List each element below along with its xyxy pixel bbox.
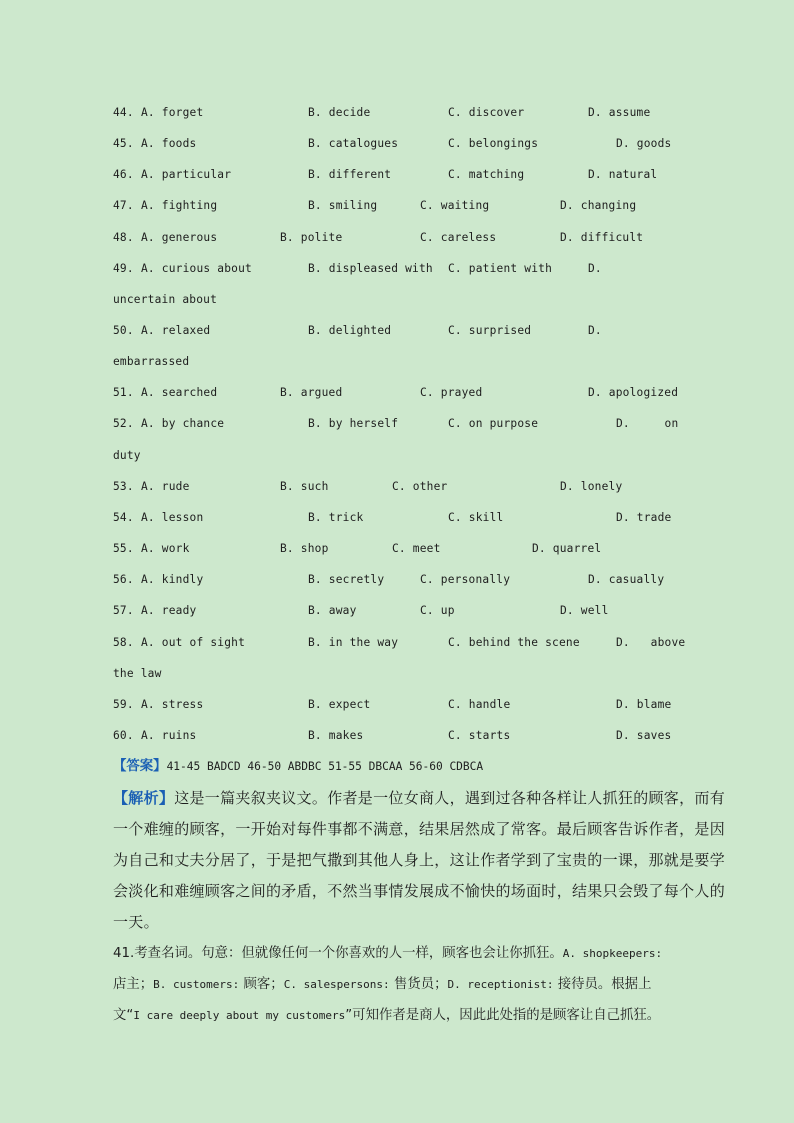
- option-a: A. forget: [141, 106, 204, 119]
- option-c: C. behind the scene: [448, 636, 580, 649]
- question-number: 58.: [113, 636, 134, 649]
- question-row: [113, 196, 683, 216]
- option-c: C. careless: [420, 231, 497, 244]
- option-b: B. shop: [280, 542, 329, 555]
- question-number: 60.: [113, 729, 134, 742]
- option-b: B. different: [308, 168, 392, 181]
- option-c: C. up: [420, 604, 455, 617]
- question-row: [113, 726, 683, 746]
- answer-tag: 【答案】: [113, 759, 167, 774]
- option-b: B. argued: [280, 386, 343, 399]
- note41-gloss: 店主；: [113, 977, 154, 992]
- question-row: [113, 134, 683, 154]
- option-d: D. quarrel: [532, 542, 602, 555]
- note41-line-3: [113, 1006, 660, 1026]
- question-continuation: uncertain about: [113, 293, 218, 306]
- option-d: D. apologized: [588, 386, 679, 399]
- answer-line: [113, 757, 483, 777]
- option-b: B. in the way: [308, 636, 399, 649]
- note41-quote: I care deeply about my customers: [133, 1009, 346, 1022]
- question-row: [113, 570, 683, 590]
- option-b: B. catalogues: [308, 137, 399, 150]
- option-c: C. personally: [420, 573, 511, 586]
- note41-option: B. customers:: [153, 978, 240, 991]
- analysis-line-1: [113, 788, 725, 808]
- question-number: 46.: [113, 168, 134, 181]
- option-a: A. by chance: [141, 417, 225, 430]
- option-a: A. stress: [141, 698, 204, 711]
- option-b: B. smiling: [308, 199, 378, 212]
- question-number: 57.: [113, 604, 134, 617]
- option-c: C. belongings: [448, 137, 539, 150]
- question-number: 45.: [113, 137, 134, 150]
- analysis-line-3: 为自己和丈夫分居了，于是把气撒到其他人身上，这让作者学到了宝贵的一课，那就是要学: [113, 851, 726, 869]
- question-row: [113, 477, 683, 497]
- option-a: A. lesson: [141, 511, 204, 524]
- option-c: C. matching: [448, 168, 525, 181]
- option-b: B. makes: [308, 729, 364, 742]
- option-b: B. secretly: [308, 573, 385, 586]
- option-b: B. polite: [280, 231, 343, 244]
- note41-option: C. salespersons:: [283, 978, 390, 991]
- question-row: [113, 259, 683, 279]
- option-a: A. work: [141, 542, 190, 555]
- note41-gloss: 售货员；: [389, 977, 448, 992]
- option-a: A. ready: [141, 604, 197, 617]
- question-number: 52.: [113, 417, 134, 430]
- note41-line-1: [113, 944, 662, 964]
- option-d: D. blame: [616, 698, 672, 711]
- analysis-line-2: 一个难缠的顾客，一开始对每件事都不满意，结果居然成了常客。最后顾客告诉作者，是因: [113, 820, 726, 838]
- option-c: C. discover: [448, 106, 525, 119]
- option-b: B. decide: [308, 106, 371, 119]
- option-c: C. patient with: [448, 262, 553, 275]
- question-number: 53.: [113, 480, 134, 493]
- analysis-line-4: 会淡化和难缠顾客之间的矛盾，不然当事情发展成不愉快的场面时，结果只会毁了每个人的: [113, 882, 726, 900]
- option-a: A. relaxed: [141, 324, 211, 337]
- note41-gloss: 顾客；: [239, 977, 284, 992]
- option-c: C. meet: [392, 542, 441, 555]
- note41-line-2: [113, 975, 651, 995]
- option-a: A. particular: [141, 168, 232, 181]
- option-b: B. displeased with: [308, 262, 433, 275]
- option-d: D. above: [616, 636, 686, 649]
- note41-text: 41.考查名词。句意：但就像任何一个你喜欢的人一样，顾客也会让你抓狂。: [113, 946, 563, 961]
- option-a: A. rude: [141, 480, 190, 493]
- question-row: [113, 383, 683, 403]
- option-b: B. away: [308, 604, 357, 617]
- option-c: C. other: [392, 480, 448, 493]
- analysis-line-5: 一天。: [113, 913, 159, 931]
- option-d: D. casually: [588, 573, 665, 586]
- question-row: [113, 228, 683, 248]
- question-continuation: embarrassed: [113, 355, 190, 368]
- option-c: C. on purpose: [448, 417, 539, 430]
- option-b: B. delighted: [308, 324, 392, 337]
- question-number: 59.: [113, 698, 134, 711]
- option-d: D. changing: [560, 199, 637, 212]
- option-c: C. surprised: [448, 324, 532, 337]
- option-d: D.: [588, 324, 602, 337]
- question-number: 51.: [113, 386, 134, 399]
- option-d: D. goods: [616, 137, 672, 150]
- question-continuation: the law: [113, 667, 162, 680]
- option-b: B. such: [280, 480, 329, 493]
- question-row: [113, 539, 683, 559]
- option-d: D. trade: [616, 511, 672, 524]
- question-row: [113, 165, 683, 185]
- option-a: A. fighting: [141, 199, 218, 212]
- note41-option-a: A. shopkeepers:: [562, 947, 663, 960]
- option-d: D. lonely: [560, 480, 623, 493]
- option-d: D.: [588, 262, 602, 275]
- option-a: A. foods: [141, 137, 197, 150]
- note41-option: D. receptionist:: [447, 978, 554, 991]
- option-c: C. waiting: [420, 199, 490, 212]
- option-d: D. difficult: [560, 231, 644, 244]
- question-continuation: duty: [113, 449, 141, 462]
- question-row: [113, 508, 683, 528]
- question-number: 44.: [113, 106, 134, 119]
- option-a: A. curious about: [141, 262, 252, 275]
- option-d: D. saves: [616, 729, 672, 742]
- option-c: C. starts: [448, 729, 511, 742]
- question-number: 55.: [113, 542, 134, 555]
- option-c: C. skill: [448, 511, 504, 524]
- analysis-text-1: 这是一篇夹叙夹议文。作者是一位女商人，遇到过各种各样让人抓狂的顾客，而有: [174, 789, 726, 807]
- question-number: 54.: [113, 511, 134, 524]
- answer-text: 41-45 BADCD 46-50 ABDBC 51-55 DBCAA 56-60 CDBCA: [166, 760, 484, 773]
- option-a: A. generous: [141, 231, 218, 244]
- question-row: [113, 601, 683, 621]
- question-row: [113, 695, 683, 715]
- option-d: D. assume: [588, 106, 651, 119]
- option-a: A. out of sight: [141, 636, 246, 649]
- question-number: 49.: [113, 262, 134, 275]
- question-number: 50.: [113, 324, 134, 337]
- option-b: B. expect: [308, 698, 371, 711]
- option-c: C. prayed: [420, 386, 483, 399]
- question-number: 56.: [113, 573, 134, 586]
- option-b: B. trick: [308, 511, 364, 524]
- question-row: [113, 103, 683, 123]
- option-d: D. natural: [588, 168, 658, 181]
- question-row: [113, 321, 683, 341]
- option-a: A. kindly: [141, 573, 204, 586]
- note41-conclusion: ”可知作者是商人，因此此处指的是顾客让自己抓狂。: [345, 1008, 661, 1023]
- option-c: C. handle: [448, 698, 511, 711]
- question-row: [113, 414, 683, 434]
- analysis-tag: 【解析】: [113, 789, 175, 807]
- question-number: 48.: [113, 231, 134, 244]
- option-a: A. ruins: [141, 729, 197, 742]
- option-d: D. well: [560, 604, 609, 617]
- option-a: A. searched: [141, 386, 218, 399]
- option-d: D. on: [616, 417, 679, 430]
- note41-gloss: 接待员。根据上: [553, 977, 652, 992]
- question-row: [113, 633, 686, 653]
- note41-quote-open: 文“: [113, 1008, 134, 1023]
- option-b: B. by herself: [308, 417, 399, 430]
- question-number: 47.: [113, 199, 134, 212]
